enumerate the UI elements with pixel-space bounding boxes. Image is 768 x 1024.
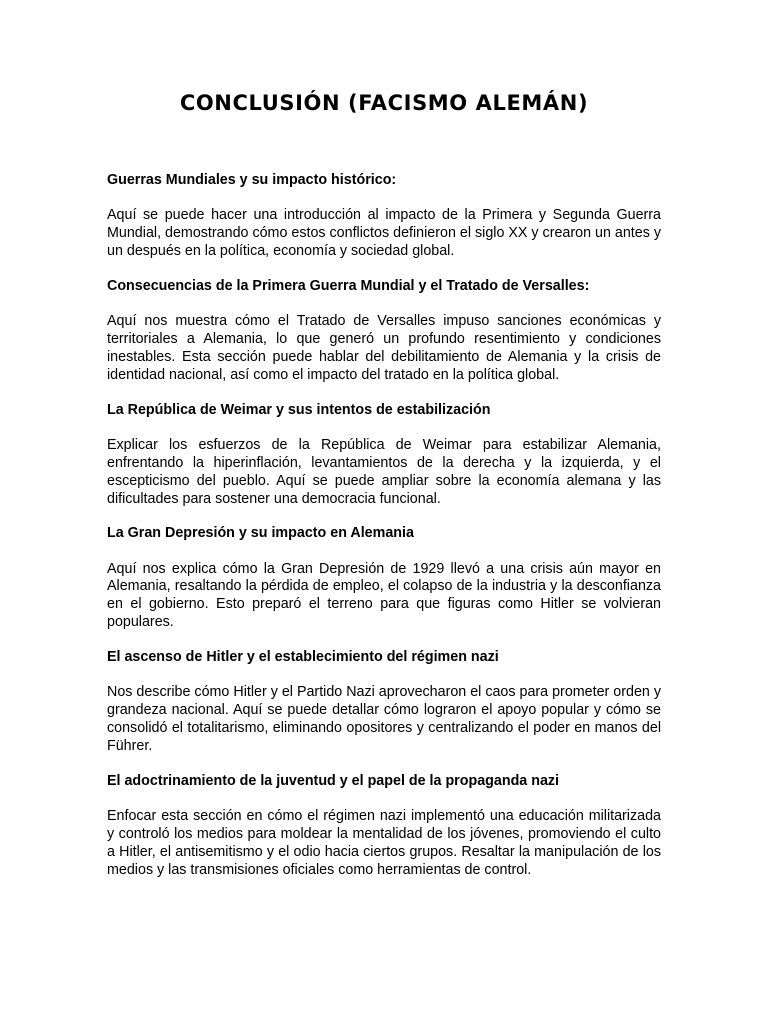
section-paragraph: Enfocar esta sección en cómo el régimen nazi implementó una educación militarizada y controló los medios para moldear la mentalidad de los jóvenes, promoviendo el culto a Hitler, el antisemitismo y el odio hacia ciertos grupos. Resaltar la manipulación de los medios y las transmisiones oficiales como herramientas de control. — [107, 807, 661, 878]
section-heading: Guerras Mundiales y su impacto histórico: — [107, 172, 397, 188]
section-youth-propaganda — [107, 773, 661, 880]
section-paragraph: Aquí se puede hacer una introducción al impacto de la Primera y Segunda Guerra Mundial, demostrando cómo estos conflictos definieron el siglo XX y crearon un antes y un después en la política, economía y sociedad global. — [107, 207, 661, 260]
section-world-wars — [107, 172, 661, 261]
document-title: CONCLUSIÓN (FACISMO ALEMÁN) — [179, 91, 589, 115]
document-content — [107, 172, 661, 896]
section-paragraph: Aquí nos muestra cómo el Tratado de Versalles impuso sanciones económicas y territoriales a Alemania, lo que generó un profundo resentimiento y condiciones inestables. Esta sección puede hablar del debilitamiento de Alemania y la crisis de identidad nacional, así como el impacto del tratado en la política global. — [107, 313, 661, 383]
section-heading: El adoctrinamiento de la juventud y el papel de la propaganda nazi — [107, 772, 560, 789]
section-versailles-treaty — [107, 278, 661, 385]
section-heading: La Gran Depresión y su impacto en Alemania — [107, 525, 414, 542]
section-paragraph: Aquí nos explica cómo la Gran Depresión de 1929 llevó a una crisis aún mayor en Alemania, resaltando la pérdida de empleo, el colapso de la industria y la desconfianza en el gobierno. Esto preparó el terreno para que figuras como Hitler se volvieran populares. — [107, 560, 661, 631]
section-great-depression — [107, 525, 661, 632]
section-weimar-republic — [107, 402, 661, 509]
section-heading: El ascenso de Hitler y el establecimiento del régimen nazi — [107, 648, 499, 665]
section-rise-of-hitler — [107, 649, 661, 756]
section-heading: Consecuencias de la Primera Guerra Mundial y el Tratado de Versalles: — [107, 277, 590, 294]
section-paragraph: Nos describe cómo Hitler y el Partido Nazi aprovecharon el caos para prometer orden y grandeza nacional. Aquí se puede detallar cómo lograron el apoyo popular y cómo se consolidó el totalitarismo, eliminando opositores y centralizando el poder en manos del Führer. — [107, 684, 661, 754]
section-heading: La República de Weimar y sus intentos de estabilización — [107, 401, 491, 418]
section-paragraph: Explicar los esfuerzos de la República de Weimar para estabilizar Alemania, enfrentando la hiperinflación, levantamientos de la derecha y la izquierda, y el escepticismo del pueblo. Aquí se puede ampliar sobre la economía alemana y las dificultades para sostener una democracia funcional. — [107, 436, 661, 507]
